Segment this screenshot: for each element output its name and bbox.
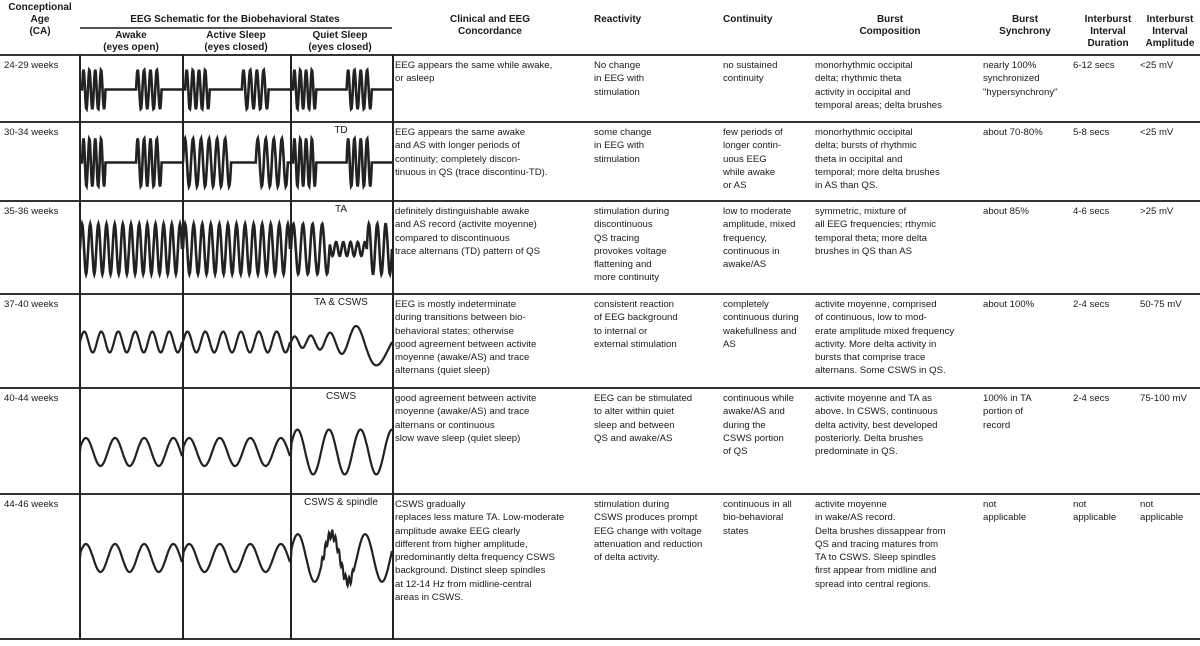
clinical-cell: good agreement between activite moyenne (awake/AS) and trace alternans or continuous slow wave sleep (quiet sleep) [395, 393, 537, 444]
eeg-trace [80, 438, 182, 466]
burst-synchrony-cell: nearly 100% synchronized "hypersynchrony" [983, 60, 1058, 98]
row-divider [0, 200, 1200, 202]
ibi-amplitude-cell: not applicable [1140, 499, 1184, 524]
ibi-amplitude-cell: <25 mV [1140, 60, 1174, 71]
ibi-duration-cell: 2-4 secs [1073, 299, 1110, 310]
ibi-duration-cell: 5-8 secs [1073, 127, 1110, 138]
header-clinical: Clinical and EEG Concordance [449, 14, 531, 37]
age-cell: 37-40 weeks [4, 299, 59, 310]
quiet-sleep-eeg-waveform [291, 214, 392, 284]
header-continuity: Continuity [723, 14, 773, 25]
quiet-sleep-eeg-waveform [291, 523, 392, 593]
header-age: Conceptional Age (CA) [8, 2, 72, 37]
ibi-amplitude-cell: 75-100 mV [1140, 393, 1187, 404]
awake-eeg-waveform [80, 307, 182, 377]
header-burst-synchrony: Burst Synchrony [999, 14, 1051, 37]
continuity-cell: continuous in all bio-behavioral states [723, 499, 792, 537]
continuity-cell: low to moderate amplitude, mixed frequency, continuous in awake/AS [723, 206, 796, 271]
age-cell: 40-44 weeks [4, 393, 59, 404]
burst-synchrony-cell: about 85% [983, 206, 1029, 217]
header-active-sleep: Active Sleep (eyes closed) [204, 30, 268, 53]
continuity-cell: completely continuous during wakefullness and AS [723, 299, 799, 350]
quiet-sleep-eeg-waveform [291, 417, 392, 487]
burst-synchrony-cell: 100% in TA portion of record [983, 393, 1032, 431]
eeg-trace [291, 430, 392, 475]
reactivity-cell: stimulation during discontinuous QS tracing provokes voltage flattening and more continuity [594, 206, 670, 284]
eeg-trace [80, 544, 182, 572]
active-sleep-eeg-waveform [183, 129, 290, 196]
header-quiet-sleep: Quiet Sleep (eyes closed) [308, 30, 372, 53]
eeg-trace [291, 531, 392, 586]
continuity-cell: no sustained continuity [723, 60, 778, 85]
header-schematic: EEG Schematic for the Biobehavioral States [130, 14, 340, 25]
awake-eeg-waveform [80, 129, 182, 196]
awake-eeg-waveform [80, 523, 182, 593]
awake-eeg-waveform [80, 62, 182, 117]
eeg-trace [183, 544, 290, 572]
active-sleep-eeg-waveform [183, 307, 290, 377]
reactivity-cell: No change in EEG with stimulation [594, 60, 645, 98]
active-sleep-eeg-waveform [183, 214, 290, 284]
header-awake: Awake (eyes open) [103, 30, 159, 53]
row-divider [0, 121, 1200, 123]
clinical-cell: EEG appears the same while awake, or asleep [395, 60, 553, 85]
clinical-cell: definitely distinguishable awake and AS record (activite moyenne) compared to discontinuous trace alternans (TD) pattern of QS [395, 206, 541, 257]
quiet-sleep-eeg-waveform [291, 307, 392, 377]
ibi-duration-cell: 4-6 secs [1073, 206, 1110, 217]
active-sleep-eeg-waveform [183, 417, 290, 487]
burst-composition-cell: symmetric, mixture of all EEG frequencies; rthymic temporal theta; more delta brushes in QS than AS [815, 206, 937, 257]
reactivity-cell: EEG can be stimulated to alter within quiet sleep and between QS and awake/AS [594, 393, 693, 444]
ibi-duration-cell: not applicable [1073, 499, 1117, 524]
eeg-trace [291, 326, 392, 365]
eeg-trace [291, 223, 392, 273]
quiet-sleep-eeg-waveform [291, 62, 392, 117]
row-divider [0, 387, 1200, 389]
ibi-amplitude-cell: >25 mV [1140, 206, 1174, 217]
ibi-duration-cell: 6-12 secs [1073, 60, 1115, 71]
quiet-sleep-pattern-label: CSWS [326, 391, 356, 402]
active-sleep-eeg-waveform [183, 62, 290, 117]
burst-composition-cell: activite moyenne and TA as above. In CSWS, continuous delta activity, best developed posteriorly. Delta brushes predominate in QS. [815, 393, 938, 458]
reactivity-cell: consistent reaction of EEG background to internal or external stimulation [594, 299, 678, 350]
age-cell: 30-34 weeks [4, 127, 59, 138]
eeg-trace [291, 138, 392, 186]
ibi-amplitude-cell: 50-75 mV [1140, 299, 1182, 310]
quiet-sleep-pattern-label: TA [334, 204, 348, 215]
header-reactivity: Reactivity [594, 14, 642, 25]
header-burst-composition: Burst Composition [859, 14, 921, 37]
quiet-sleep-pattern-label: TD [334, 125, 348, 136]
eeg-trace [183, 332, 290, 353]
ibi-amplitude-cell: <25 mV [1140, 127, 1174, 138]
awake-eeg-waveform [80, 214, 182, 284]
awake-eeg-waveform [80, 417, 182, 487]
column-divider [392, 54, 394, 640]
row-divider [0, 293, 1200, 295]
clinical-cell: EEG appears the same awake and AS with longer periods of continuity; completely discon- tinuous in QS (trace discontinu-TD). [395, 127, 548, 178]
burst-composition-cell: activite moyenne in wake/AS record. Delta brushes dissappear from QS and tracing matures from TA to CSWS. Sleep spindles first appear from midline and spread into central regions. [815, 499, 946, 590]
eeg-trace [80, 332, 182, 353]
burst-composition-cell: monorhythmic occipital delta; bursts of rhythmic theta in occipital and temporal; more delta brushes in AS than QS. [815, 127, 940, 192]
burst-composition-cell: activite moyenne, comprised of continuous, low to mod- erate amplitude mixed frequency activity. More delta activity in bursts that comprise trace alternans. Some CSWS in QS. [815, 299, 955, 377]
header-ibi-duration: Interburst Interval Duration [1084, 14, 1132, 49]
eeg-trace [183, 223, 290, 273]
clinical-cell: EEG is mostly indeterminate during transitions between bio- behavioral states; otherwise good agreement between activite moyenne (awake/AS) and trace alternans (quiet sleep) [395, 299, 537, 377]
burst-synchrony-cell: about 70-80% [983, 127, 1043, 138]
burst-synchrony-cell: not applicable [983, 499, 1027, 524]
age-cell: 44-46 weeks [4, 499, 59, 510]
eeg-trace [80, 70, 182, 110]
burst-composition-cell: monorhythmic occipital delta; rhythmic theta activity in occipital and temporal areas; delta brushes [815, 60, 942, 111]
eeg-trace [183, 438, 290, 466]
eeg-trace [183, 70, 290, 110]
quiet-sleep-pattern-label: CSWS & spindle [304, 497, 378, 508]
row-divider [0, 493, 1200, 495]
quiet-sleep-eeg-waveform [291, 129, 392, 196]
continuity-cell: continuous while awake/AS and during the CSWS portion of QS [723, 393, 794, 458]
row-divider [0, 54, 1200, 56]
active-sleep-eeg-waveform [183, 523, 290, 593]
age-cell: 35-36 weeks [4, 206, 59, 217]
eeg-trace [80, 223, 182, 273]
header-ibi-amplitude: Interburst Interval Amplitude [1145, 14, 1195, 49]
clinical-cell: CSWS gradually replaces less mature TA. Low-moderate amplitude awake EEG clearly different from higher amplitude, predominantly delta frequency CSWS background. Distinct sleep spindles at 12-14 Hz from midline-central areas in CSWS. [395, 499, 565, 604]
schematic-underline [80, 27, 392, 29]
reactivity-cell: some change in EEG with stimulation [594, 127, 652, 165]
age-cell: 24-29 weeks [4, 60, 59, 71]
eeg-trace [183, 139, 290, 187]
ibi-duration-cell: 2-4 secs [1073, 393, 1110, 404]
eeg-trace [291, 70, 392, 110]
eeg-trace [80, 138, 182, 186]
quiet-sleep-pattern-label: TA & CSWS [314, 297, 368, 308]
continuity-cell: few periods of longer contin- uous EEG while awake or AS [723, 127, 783, 192]
row-divider [0, 638, 1200, 640]
burst-synchrony-cell: about 100% [983, 299, 1035, 310]
reactivity-cell: stimulation during CSWS produces prompt EEG change with voltage attenuation and reduction of delta activity. [594, 499, 703, 564]
